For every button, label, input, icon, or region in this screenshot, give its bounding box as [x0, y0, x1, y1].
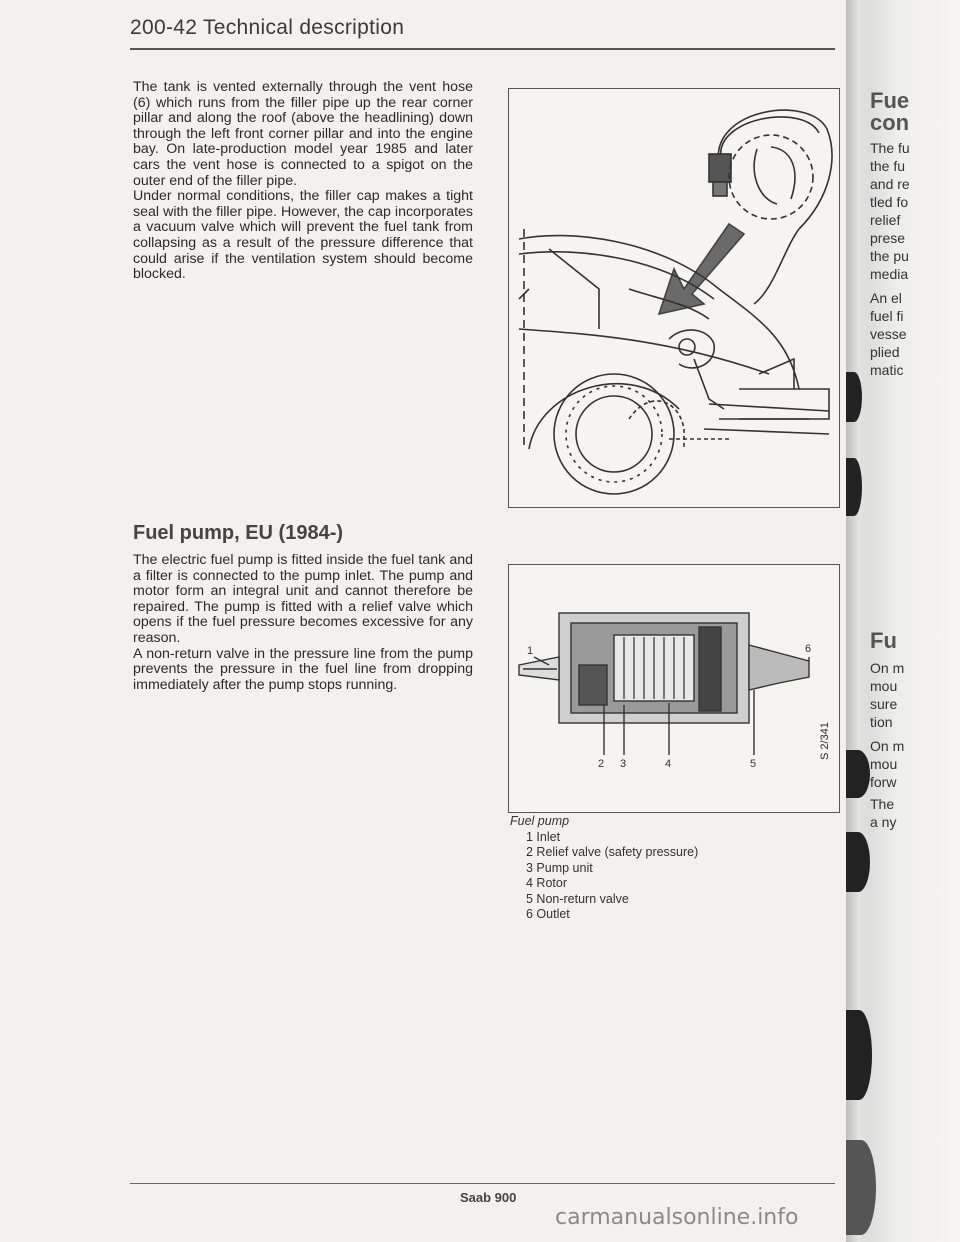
section-heading-fuel-pump: Fuel pump, EU (1984-): [133, 522, 344, 544]
figure-code: S 2/341: [819, 722, 831, 760]
next-text-line: forw: [870, 774, 897, 790]
next-text-line: the pu: [870, 248, 909, 264]
caption-item: 6 Outlet: [526, 907, 570, 921]
paragraph-vent-hose: The tank is vented externally through the vent hose (6) which runs from the filler pipe up the rear corner pillar and along the roof (above the headlining) down through the left front corner pillar and into the engine bay. On late-production model year 1985 and later cars the vent hose is connected to a spigot on the outer end of the filler pipe.: [133, 79, 473, 189]
binder-tab: [846, 750, 870, 798]
callout-3: 3: [620, 758, 627, 770]
binder-tab: [846, 1140, 876, 1235]
watermark: carmanualsonline.info: [555, 1205, 799, 1230]
next-heading-line: con: [870, 110, 910, 135]
next-text-line: The fu: [870, 140, 910, 156]
page-header-title: 200-42 Technical description: [130, 16, 405, 39]
figure-fuel-pump-diagram: [508, 564, 840, 813]
next-text-line: An el: [870, 290, 902, 306]
header-rule: [130, 48, 835, 50]
next-text-line: prese: [870, 230, 906, 246]
caption-item: 4 Rotor: [526, 876, 567, 890]
left-column-bottom: [133, 553, 473, 693]
next-text-line: and re: [870, 176, 910, 192]
car-rear-illustration: [509, 89, 839, 507]
callout-1: 1: [527, 645, 534, 657]
callout-2: 2: [598, 758, 605, 770]
binder-tab: [846, 372, 862, 422]
next-text-line: fuel fi: [870, 308, 904, 324]
binder-tab: [846, 832, 870, 892]
binder-tab: [846, 1010, 872, 1100]
next-text-line: relief: [870, 212, 901, 228]
next-text-line: media: [870, 266, 909, 282]
callout-6: 6: [805, 643, 812, 655]
caption-item: 5 Non-return valve: [526, 891, 629, 906]
callout-5: 5: [750, 758, 757, 770]
next-heading-line: Fue: [870, 88, 910, 113]
caption-item: 1 Inlet: [526, 829, 561, 844]
next-text-line: On m: [870, 738, 905, 754]
paragraph-non-return-valve: A non-return valve in the pressure line from the pump prevents the pressure in the fuel line from dropping immediately after the pump stops running.: [133, 645, 473, 693]
next-text-line: The: [870, 796, 895, 812]
fuel-pump-cutaway: [509, 565, 839, 812]
next-text-line: mou: [870, 756, 898, 772]
next-text-line: plied: [870, 344, 900, 360]
next-text-line: the fu: [870, 158, 906, 174]
next-text-line: vesse: [870, 326, 907, 342]
left-column-top: [133, 80, 473, 283]
next-text-line: matic: [870, 362, 904, 378]
figure-caption: [510, 814, 698, 923]
next-text-line: On m: [870, 660, 905, 676]
footer-rule: [130, 1183, 835, 1184]
binder-tab: [846, 458, 862, 516]
figure-vent-hose-diagram: [508, 88, 840, 508]
next-heading-2: Fu: [870, 628, 897, 653]
next-text-line: sure: [870, 696, 898, 712]
next-text-line: tion: [870, 714, 893, 730]
caption-item: 3 Pump unit: [526, 860, 593, 875]
caption-item: 2 Relief valve (safety pressure): [526, 845, 699, 859]
next-text-line: tled fo: [870, 194, 909, 210]
caption-title: Fuel pump: [510, 814, 570, 828]
callout-4: 4: [665, 758, 672, 770]
paragraph-filler-cap: Under normal conditions, the filler cap makes a tight seal with the filler pipe. However, the cap incorporates a vacuum valve which will prevent the fuel tank from collapsing as a result of the pressure difference that could arise if the ventilation system should become blocked.: [133, 188, 473, 283]
paragraph-pump: The electric fuel pump is fitted inside the fuel tank and a filter is connected to the pump inlet. The pump and motor form an integral unit and cannot therefore be repaired. The pump is fitted with a relief valve which opens if the fuel pressure becomes excessive for any reason.: [133, 552, 473, 646]
next-text-line: a ny: [870, 814, 897, 830]
next-text-line: mou: [870, 678, 898, 694]
footer-text: Saab 900: [460, 1190, 517, 1205]
